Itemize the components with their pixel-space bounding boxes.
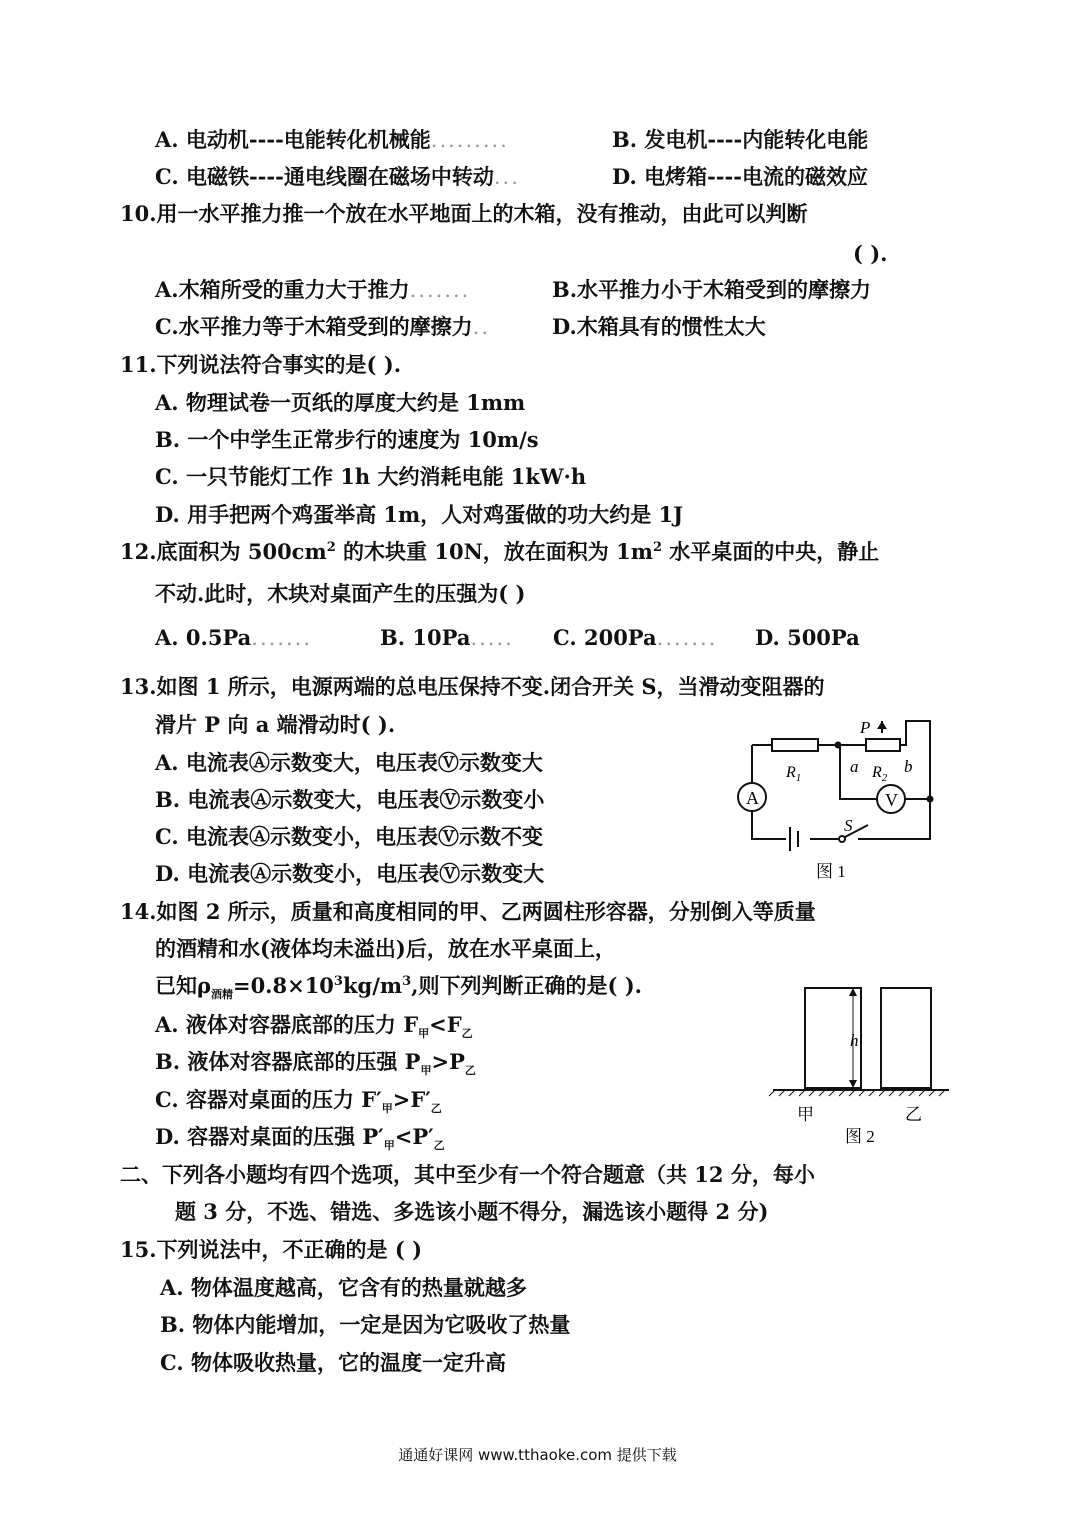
figure-2-caption: 图 2 [845,1127,875,1146]
q11-option-a: A. 物理试卷一页纸的厚度大约是 1mm [155,390,526,415]
containers-diagram [765,980,955,1150]
switch-label: S [844,816,853,835]
q15-option-a: A. 物体温度越高，它含有的热量就越多 [160,1275,527,1300]
q12-stem-2: 不动.此时，木块对桌面产生的压强为( ) [155,581,526,606]
q12-option-c: C. 200Pa....... [553,625,718,650]
q9-option-a: A. 电动机----电能转化机械能......... [155,127,509,152]
section-2-heading: 二、下列各小题均有四个选项，其中至少有一个符合题意（共 12 分，每小 [120,1162,815,1187]
figure-1-caption: 图 1 [816,862,846,881]
q11-option-c: C. 一只节能灯工作 1h 大约消耗电能 1kW·h [155,464,587,489]
q14-stem-3: 已知$\rho_{酒精}=0.8\times 10^3kg/m^3$,则下列判断正确的是( ). [155,973,642,1002]
q14-option-a: A. 液体对容器底部的压力 $F_甲<F_乙$ [155,1012,473,1041]
q13-stem-2: 滑片 P 向 a 端滑动时( ). [155,712,396,737]
resistor-r1 [772,739,818,751]
page-footer: 通通好课网 www.tthaoke.com 提供下载 [398,1446,677,1464]
q13-option-a: A. 电流表Ⓐ示数变大，电压表Ⓥ示数变大 [155,750,543,775]
q13-stem: 13.如图 1 所示，电源两端的总电压保持不变.闭合开关 S，当滑动变阻器的 [120,674,825,699]
q15-option-b: B. 物体内能增加，一定是因为它吸收了热量 [160,1312,571,1337]
q14-stem-2: 的酒精和水(液体均未溢出)后，放在水平桌面上， [155,936,616,961]
circuit-diagram [730,715,950,885]
q9-option-c: C. 电磁铁----通电线圈在磁场中转动... [155,164,520,189]
r1-label: $R_1$ [786,764,802,784]
q12-option-b: B. 10Pa..... [380,625,514,650]
q15-option-c: C. 物体吸收热量，它的温度一定升高 [160,1350,506,1375]
q11-stem: 11.下列说法符合事实的是( ). [120,352,402,377]
r2-label: $R_2$ [872,764,888,784]
q14-option-b: B. 液体对容器底部的压强 $P_甲>P_乙$ [155,1049,476,1078]
q14-stem: 14.如图 2 所示，质量和高度相同的甲、乙两圆柱形容器，分别倒入等质量 [120,899,816,924]
q14-option-c: C. 容器对桌面的压力 $F'_甲>F'_乙$ [155,1087,442,1116]
slider-arrow-icon [877,721,887,729]
q12-option-d: D. 500Pa [755,625,860,650]
container-right-label: 乙 [905,1105,922,1124]
q12-stem: 12.底面积为 $500cm^2$ 的木块重 10N，放在面积为 $1m^2$ 水平桌面的中央，静止 [120,539,880,564]
q13-option-c: C. 电流表Ⓐ示数变小，电压表Ⓥ示数不变 [155,824,543,849]
q15-stem: 15.下列说法中，不正确的是 ( ) [120,1237,423,1262]
slider-label-p: P [860,718,871,737]
resistor-r2 [866,739,900,751]
section-2-heading-2: 题 3 分，不选、错选、多选该小题不得分，漏选该小题得 2 分) [175,1199,769,1224]
q9-option-d: D. 电烤箱----电流的磁效应 [612,164,868,189]
q11-option-d: D. 用手把两个鸡蛋举高 1m，人对鸡蛋做的功大约是 1J [155,502,684,527]
terminal-b-label: b [904,757,913,776]
q13-option-b: B. 电流表Ⓐ示数变大，电压表Ⓥ示数变小 [155,787,545,812]
q10-stem: 10.用一水平推力推一个放在水平地面上的木箱，没有推动，由此可以判断 [120,201,808,226]
q10-paren: ( ). [853,241,888,266]
q14-option-d: D. 容器对桌面的压强 $P'_甲<P'_乙$ [155,1124,445,1153]
q10-option-b: B.水平推力小于木箱受到的摩擦力 [552,277,872,302]
q10-option-c: C.水平推力等于木箱受到的摩擦力.. [155,314,491,339]
q9-option-b: B. 发电机----内能转化电能 [612,127,869,152]
q10-option-a: A.木箱所受的重力大于推力....... [155,277,471,302]
voltmeter-label: V [885,790,898,810]
container-right [881,988,931,1088]
q11-option-b: B. 一个中学生正常步行的速度为 10m/s [155,427,539,452]
q10-option-d: D.木箱具有的惯性太大 [552,314,766,339]
terminal-a-label: a [850,757,859,776]
ammeter-label: A [746,788,759,808]
q12-option-a: A. 0.5Pa....... [155,625,313,650]
container-left-label: 甲 [797,1105,814,1124]
height-label: h [850,1031,859,1050]
battery-icon [790,827,798,851]
q13-option-d: D. 电流表Ⓐ示数变小，电压表Ⓥ示数变大 [155,861,545,886]
